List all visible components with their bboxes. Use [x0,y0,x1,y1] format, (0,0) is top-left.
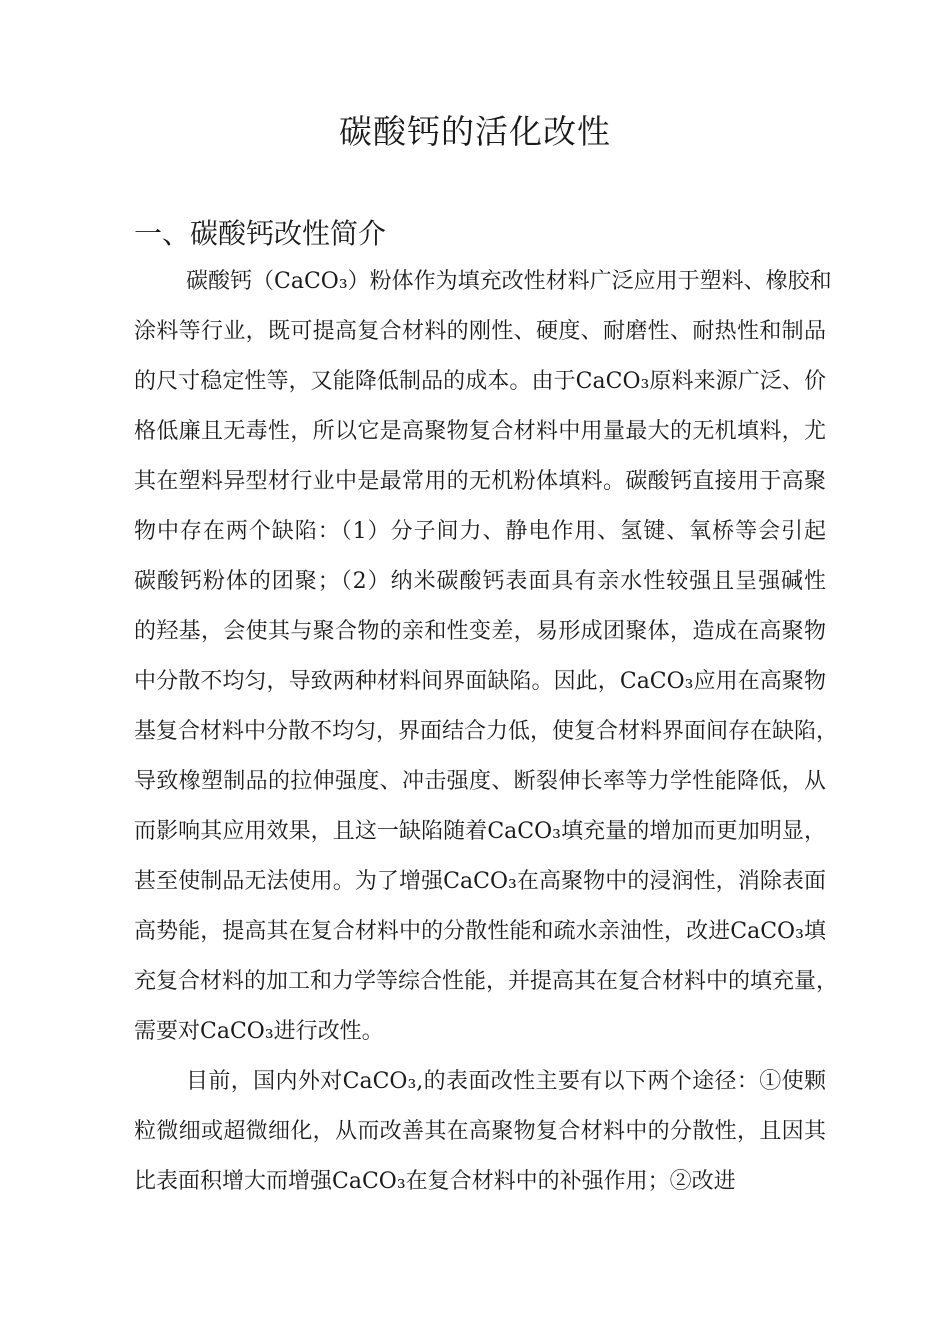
paragraph-line: 碳酸钙（CaCO₃）粉体作为填充改性材料广泛应用于塑料、橡胶和 [186,269,832,294]
paragraph-intro [134,257,839,1057]
paragraph-line: 碳酸钙粉体的团聚；（2）纳米碳酸钙表面具有亲水性较强且呈强碱性 [134,569,826,594]
paragraph-line: 需要对CaCO₃进行改性。 [134,1019,384,1044]
paragraph-line: 中分散不均匀，导致两种材料间界面缺陷。因此，CaCO₃应用在高聚物 [134,669,826,694]
paragraph-line: 比表面积增大而增强CaCO₃在复合材料中的补强作用；②改进 [134,1169,736,1194]
paragraph-line: 物中存在两个缺陷：（1）分子间力、静电作用、氢键、氧桥等会引起 [134,519,826,544]
paragraph-line: 的羟基，会使其与聚合物的亲和性变差，易形成团聚体，造成在高聚物 [134,619,826,644]
paragraph-line: 粒微细或超微细化，从而改善其在高聚物复合材料中的分散性，且因其 [134,1119,826,1144]
paragraph-line: 格低廉且无毒性，所以它是高聚物复合材料中用量最大的无机填料，尤 [134,419,826,444]
paragraph-line: 导致橡塑制品的拉伸强度、冲击强度、断裂伸长率等力学性能降低，从 [134,769,826,794]
paragraph-line: 其在塑料异型材行业中是最常用的无机粉体填料。碳酸钙直接用于高聚 [134,469,826,494]
paragraph-line: 高势能，提高其在复合材料中的分散性能和疏水亲油性，改进CaCO₃填 [134,919,826,944]
paragraph-line: 甚至使制品无法使用。为了增强CaCO₃在高聚物中的浸润性，消除表面 [134,869,826,894]
paragraph-line: 而影响其应用效果，且这一缺陷随着CaCO₃填充量的增加而更加明显， [134,819,826,844]
document-title: 碳酸钙的活化改性 [339,112,611,151]
section-heading: 一、碳酸钙改性简介 [134,217,387,250]
paragraph-line: 涂料等行业，既可提高复合材料的刚性、硬度、耐磨性、耐热性和制品 [134,319,826,344]
paragraph-line: 基复合材料中分散不均匀，界面结合力低，使复合材料界面间存在缺陷， [134,719,839,744]
paragraph-methods [134,1057,826,1207]
paragraph-line: 目前，国内外对CaCO₃,的表面改性主要有以下两个途径：①使颗 [186,1069,826,1094]
paragraph-line: 充复合材料的加工和力学等综合性能，并提高其在复合材料中的填充量， [134,969,839,994]
paragraph-line: 的尺寸稳定性等，又能降低制品的成本。由于CaCO₃原料来源广泛、价 [134,369,826,394]
